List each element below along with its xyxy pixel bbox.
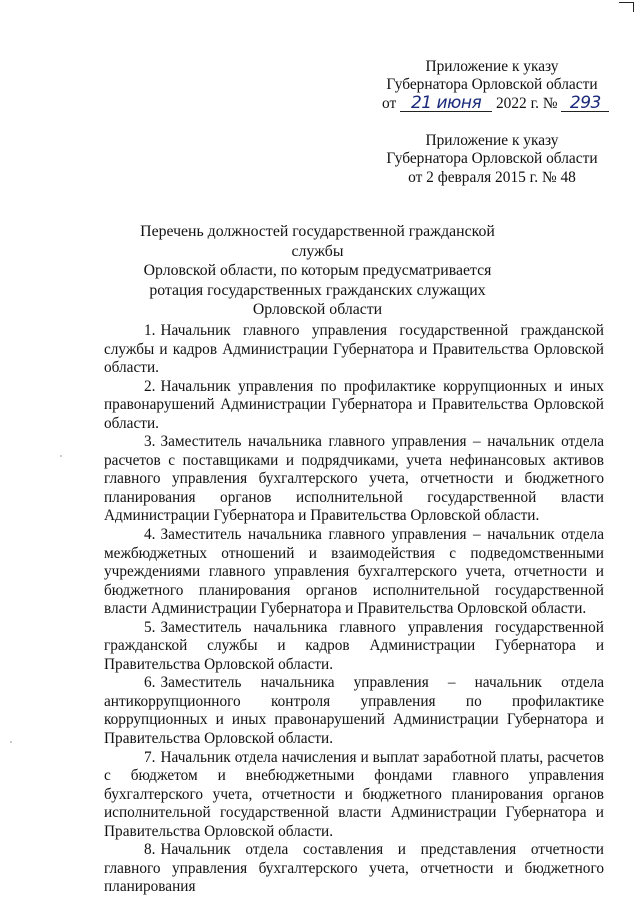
title-line-3: ротация государственных гражданских служащих [149,281,486,299]
appendix-line-2: Губернатора Орловской области [386,76,598,94]
item-number: 2. [144,377,156,395]
list-item [104,674,604,748]
handwritten-date: 21 июня [410,92,482,113]
item-text: Заместитель начальника главного управления – начальник отдела межбюджетных отношений и взаимодействия с подведомственными учреждениями главного управления бухгалтерского учета, отчетности и бюджетного планирования органов исполнительной государственной власти Администрации Губернатора и Правительства Орловской области. [104,526,604,618]
item-text: Заместитель начальника управления – начальник отдела антикоррупционного контроля управления по профилактике коррупционных и иных правонарушений Администрации Губернатора и Правительства Орловской области. [104,674,604,748]
item-number: 7. [144,748,156,766]
list-item [104,322,604,378]
item-number: 5. [144,618,156,636]
number-fill-line [561,92,609,113]
item-text: Начальник управления по профилактике коррупционных и иных правонарушений Администрации Губернатора и Правительства Орловской области. [104,377,604,432]
appendix-line-1: Приложение к указу [425,58,559,75]
list-item [104,433,604,526]
scan-speck [60,455,62,457]
appendix-old-line-3: от 2 февраля 2015 г. № 48 [408,168,576,186]
item-number: 4. [144,526,156,544]
list-item [104,619,604,675]
year-number-label: 2022 г. № [495,94,558,112]
list-item [104,526,604,619]
item-text: Заместитель начальника главного управления государственной гражданской службы и кадров Администрации Губернатора и Правительства Орловской области. [104,618,604,673]
appendix-header-2015 [382,132,602,187]
item-text: Начальник главного управления государственной гражданской службы и кадров Администрации Губернатора и Правительства Орловской области. [104,322,604,377]
item-number: 1. [144,322,156,339]
date-fill-line [400,92,492,113]
positions-list [104,322,604,897]
item-number: 3. [144,433,156,451]
item-text: Начальник отдела начисления и выплат заработной платы, расчетов с бюджетом и внебюджетными фондами главного управления бухгалтерского учета, отчетности и бюджетного планирования органов исполнительной государственной власти Администрации Губернатора и Правительства Орловской области. [104,748,604,840]
list-item [104,378,604,434]
appendix-old-line-1: Приложение к указу [425,132,559,149]
document-title [120,222,515,320]
appendix-header-2022 [382,58,602,113]
list-item [104,841,604,897]
list-item [104,749,604,842]
appendix-date-line [382,92,602,113]
appendix-old-line-2: Губернатора Орловской области [386,150,598,168]
item-text: Начальник отдела составления и представления отчетности главного управления бухгалтерского учета, отчетности и бюджетного планирования [104,841,604,896]
title-line-2: Орловской области, по которым предусматривается [143,262,492,280]
from-label: от [382,94,397,112]
item-text: Заместитель начальника главного управления – начальник отдела расчетов с поставщиками и подрядчиками, учета нефинансовых активов главного управления бухгалтерского учета, отчетности и бюджетного планирования органов исполнительной государственной власти Администрации Губернатора и Правительства Орловской области. [104,433,604,525]
title-line-4: Орловской области [252,301,383,319]
item-number: 6. [144,674,156,692]
item-number: 8. [144,841,156,859]
scan-corner-mark [619,2,634,12]
scan-speck [10,741,12,743]
handwritten-number: 293 [569,92,601,113]
title-line-1: Перечень должностей государственной гражданской службы [140,223,495,260]
